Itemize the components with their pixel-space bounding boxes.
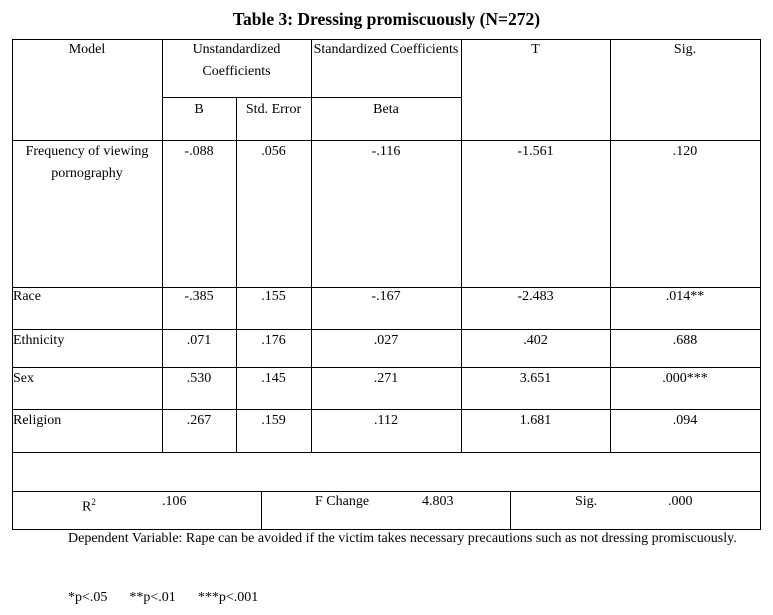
cell-beta: .271 [373, 371, 399, 386]
cell-se: .155 [261, 289, 286, 304]
summary-divider [510, 491, 511, 530]
row-divider [12, 452, 761, 453]
row-label-sex: Sex [13, 371, 34, 386]
header-divider [162, 97, 462, 98]
cell-sig: .688 [672, 333, 698, 348]
header-std-error: Std. Error [245, 102, 302, 117]
header-b: B [194, 102, 204, 117]
cell-beta: -.167 [371, 289, 401, 304]
row-label-frequency: Frequency of viewing pornography [25, 144, 149, 181]
cell-t: .402 [523, 333, 548, 348]
r-squared-superscript: 2 [91, 497, 96, 507]
cell-beta: .027 [373, 333, 399, 348]
header-standardized: Standardized Coefficients [313, 42, 459, 57]
cell-t: 1.681 [519, 413, 552, 428]
cell-beta: .112 [374, 413, 398, 428]
cell-b: .071 [186, 333, 212, 348]
cell-se: .176 [261, 333, 286, 348]
summary-divider [261, 491, 262, 530]
cell-sig: .014** [665, 289, 705, 304]
cell-se: .145 [261, 371, 286, 386]
r-squared-label [82, 491, 96, 519]
cell-sig: .000*** [662, 371, 708, 386]
table-border-right [760, 39, 761, 530]
significance-legend [68, 587, 258, 609]
header-model: Model [68, 42, 106, 57]
significance-level: **p<.01 [129, 590, 176, 605]
r-squared-value: .106 [162, 494, 187, 509]
table-border-left [12, 39, 13, 530]
significance-level: ***p<.001 [197, 590, 259, 605]
header-unstandardized: Unstandardized Coefficients [192, 42, 281, 79]
cell-b: .530 [186, 371, 212, 386]
header-sig: Sig. [673, 42, 697, 57]
table-title: Table 3: Dressing promiscuously (N=272) [232, 9, 541, 29]
cell-beta: -.116 [371, 144, 401, 159]
row-label-race: Race [13, 289, 41, 304]
summary-sig-value: .000 [668, 494, 693, 509]
dependent-variable-note: Dependent Variable: Rape can be avoided if the victim takes necessary precautions such as not dressing promiscuously. [68, 531, 737, 546]
cell-sig: .120 [672, 144, 698, 159]
cell-se: .056 [261, 144, 286, 159]
col-divider [610, 39, 611, 453]
row-divider [12, 491, 761, 492]
col-divider [461, 39, 462, 453]
cell-se: .159 [261, 413, 286, 428]
header-beta: Beta [373, 102, 399, 117]
cell-sig: .094 [672, 413, 698, 428]
f-change-label: F Change [315, 494, 370, 509]
cell-t: -2.483 [517, 289, 554, 304]
cell-b: .267 [186, 413, 212, 428]
header-t: T [531, 42, 540, 57]
cell-t: 3.651 [519, 371, 552, 386]
cell-b: -.385 [184, 289, 214, 304]
row-label-religion: Religion [13, 413, 62, 428]
significance-level: *p<.05 [68, 590, 108, 605]
summary-sig-label: Sig. [575, 494, 598, 509]
r-squared-symbol: R [82, 499, 92, 515]
cell-t: -1.561 [517, 144, 554, 159]
cell-b: -.088 [184, 144, 214, 159]
row-label-ethnicity: Ethnicity [13, 333, 65, 348]
f-change-value: 4.803 [422, 494, 454, 509]
